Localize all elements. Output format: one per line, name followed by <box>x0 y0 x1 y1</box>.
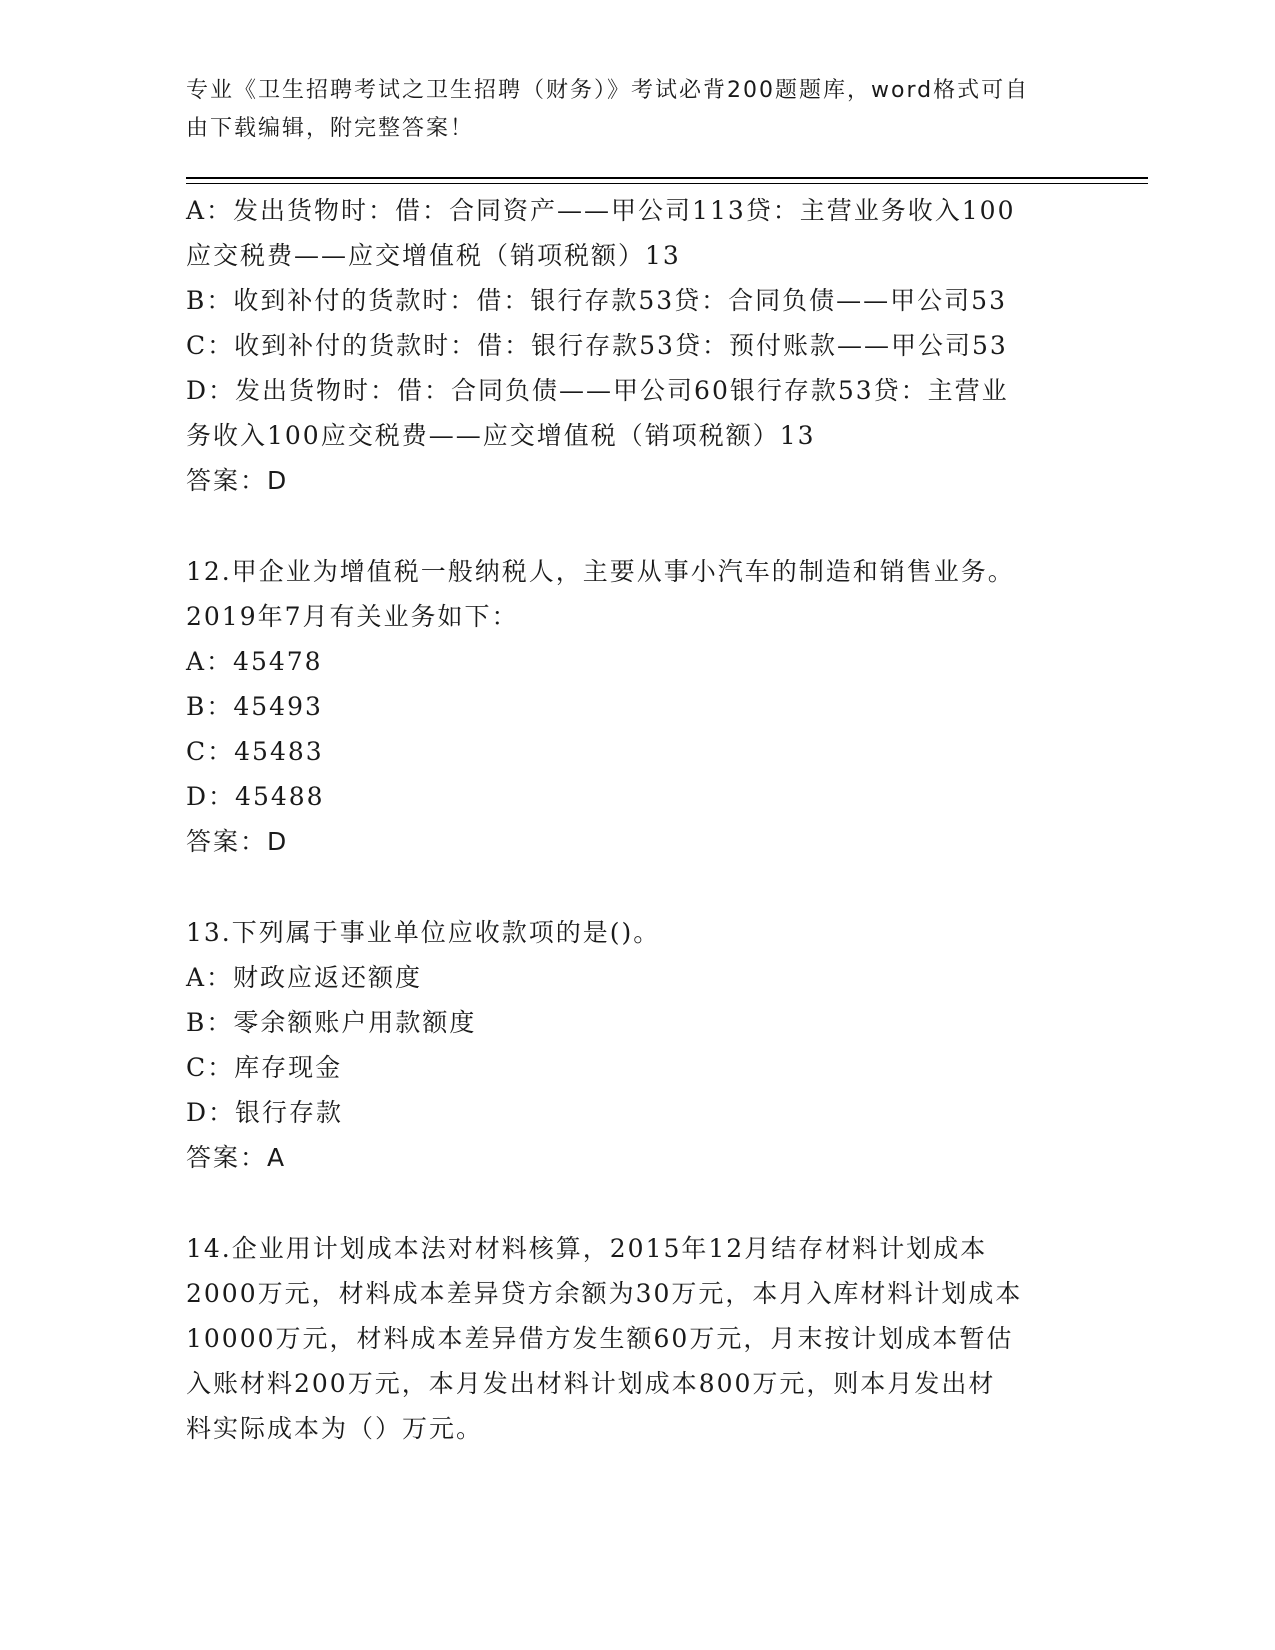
question-stem-line-2: 2019年7月有关业务如下： <box>186 602 519 631</box>
answer: 答案：D <box>186 827 289 856</box>
option-a: A：45478 <box>186 647 323 676</box>
spacer <box>186 864 1086 910</box>
question-14-block <box>186 1226 1086 1451</box>
option-d: D：银行存款 <box>186 1098 344 1127</box>
option-b: B：45493 <box>186 692 323 721</box>
option-c: C：收到补付的货款时：借：银行存款53贷：预付账款——甲公司53 <box>186 331 1008 360</box>
question-12-block <box>186 549 1086 864</box>
question-stem-line-2: 2000万元，材料成本差异贷方余额为30万元，本月入库材料计划成本 <box>186 1279 1023 1308</box>
option-a: A：财政应返还额度 <box>186 963 423 992</box>
header-line-1: 专业《卫生招聘考试之卫生招聘（财务）》考试必背200题题库，word格式可自 <box>186 78 1030 103</box>
question-stem-line-3: 10000万元，材料成本差异借方发生额60万元，月末按计划成本暂估 <box>186 1324 1014 1353</box>
header-line-2: 由下载编辑，附完整答案！ <box>186 116 475 141</box>
answer: 答案：D <box>186 466 289 495</box>
option-b: B：零余额账户用款额度 <box>186 1008 477 1037</box>
option-d: D：45488 <box>186 782 325 811</box>
spacer <box>186 1180 1086 1226</box>
option-a-line-1: A：发出货物时：借：合同资产——甲公司113贷：主营业务收入100 <box>186 196 1016 225</box>
answer: 答案：A <box>186 1143 287 1172</box>
option-c: C：45483 <box>186 737 324 766</box>
header-divider-thick <box>186 177 1148 179</box>
spacer <box>186 503 1086 549</box>
question-list <box>186 188 1086 1451</box>
question-stem-line-1: 12.甲企业为增值税一般纳税人，主要从事小汽车的制造和销售业务。 <box>186 557 1015 586</box>
question-11-block <box>186 188 1086 503</box>
option-d-line-1: D：发出货物时：借：合同负债——甲公司60银行存款53贷：主营业 <box>186 376 1009 405</box>
question-stem-line-5: 料实际成本为（）万元。 <box>186 1414 484 1443</box>
question-13-block <box>186 910 1086 1180</box>
question-stem: 13.下列属于事业单位应收款项的是()。 <box>186 918 661 947</box>
option-d-line-2: 务收入100应交税费——应交增值税（销项税额）13 <box>186 421 816 450</box>
option-a-line-2: 应交税费——应交增值税（销项税额）13 <box>186 241 681 270</box>
option-b: B：收到补付的货款时：借：银行存款53贷：合同负债——甲公司53 <box>186 286 1007 315</box>
document-header <box>186 72 1086 148</box>
question-stem-line-1: 14.企业用计划成本法对材料核算，2015年12月结存材料计划成本 <box>186 1234 988 1263</box>
header-divider-thin <box>186 183 1148 184</box>
question-stem-line-4: 入账材料200万元，本月发出材料计划成本800万元，则本月发出材 <box>186 1369 996 1398</box>
option-c: C：库存现金 <box>186 1053 343 1082</box>
